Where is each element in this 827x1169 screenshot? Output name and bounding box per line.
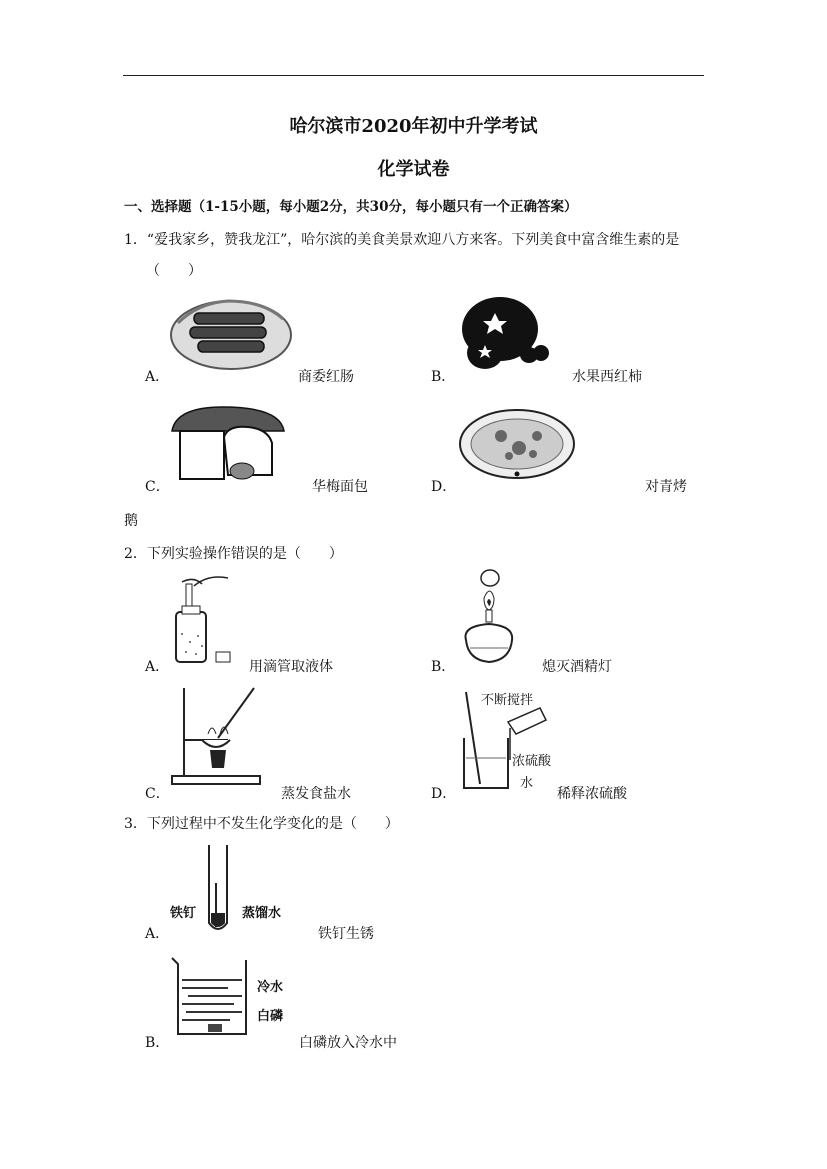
q1-option-d-letter: D．	[431, 479, 457, 495]
q1-option-c-letter: C．	[145, 479, 170, 495]
roast-goose-image	[457, 406, 577, 482]
q1-option-b-letter: B．	[431, 369, 456, 385]
nail-label: 铁钉	[170, 906, 197, 921]
tomato-image	[455, 293, 555, 375]
exam-title: 哈尔滨市2020年初中升学考试	[289, 116, 538, 137]
question-3-stem: 3．下列过程中不发生化学变化的是（ ）	[124, 816, 399, 832]
q2-option-b-letter: B．	[431, 659, 456, 675]
q1-option-d-text: 对青烤	[645, 479, 687, 495]
q1-option-d-wrap: 鹅	[124, 513, 138, 529]
sausage-image	[168, 293, 294, 375]
water-label: 水	[520, 776, 534, 791]
section-heading: 一、选择题（1-15小题，每小题2分，共30分，每小题只有一个正确答案）	[124, 199, 578, 215]
q2-option-d-letter: D．	[431, 786, 457, 802]
q2-option-b-text: 熄灭酒精灯	[542, 659, 612, 675]
top-rule	[123, 75, 704, 76]
q3-option-b-letter: B．	[145, 1035, 170, 1051]
q1-option-a-letter: A．	[145, 369, 170, 385]
exam-subtitle: 化学试卷	[377, 159, 450, 180]
question-1-stem: 1．“爱我家乡，赞我龙江”，哈尔滨的美食美景欢迎八方来客。下列美食中富含维生素的是	[124, 232, 680, 248]
q3-option-a-letter: A．	[145, 926, 170, 942]
q3-option-a-text: 铁钉生锈	[318, 926, 374, 942]
question-1-blank: （ ）	[146, 263, 202, 279]
dropper-bottle-image	[168, 572, 238, 666]
test-tube-image	[203, 843, 233, 935]
beaker-image	[168, 954, 258, 1038]
q2-option-c-text: 蒸发食盐水	[281, 786, 351, 802]
acid-label: 浓硫酸	[512, 754, 552, 769]
q3-option-b-text: 白磷放入冷水中	[299, 1035, 397, 1051]
stir-label: 不断搅拌	[481, 693, 534, 708]
bread-image	[168, 403, 288, 485]
q1-option-c-text: 华梅面包	[312, 479, 368, 495]
q1-option-b-text: 水果西红柿	[572, 369, 642, 385]
q2-option-a-letter: A．	[145, 659, 170, 675]
q2-option-a-text: 用滴管取液体	[249, 659, 333, 675]
question-2-stem: 2．下列实验操作错误的是（ ）	[124, 546, 343, 562]
distilled-water-label: 蒸馏水	[242, 906, 282, 921]
alcohol-lamp-image	[456, 568, 516, 668]
q1-option-a-text: 商委红肠	[298, 369, 354, 385]
white-phosphorus-label: 白磷	[257, 1009, 284, 1024]
q2-option-c-letter: C．	[145, 786, 170, 802]
cold-water-label: 冷水	[257, 980, 284, 995]
evaporation-apparatus-image	[168, 684, 268, 788]
q2-option-d-text: 稀释浓硫酸	[557, 786, 627, 802]
